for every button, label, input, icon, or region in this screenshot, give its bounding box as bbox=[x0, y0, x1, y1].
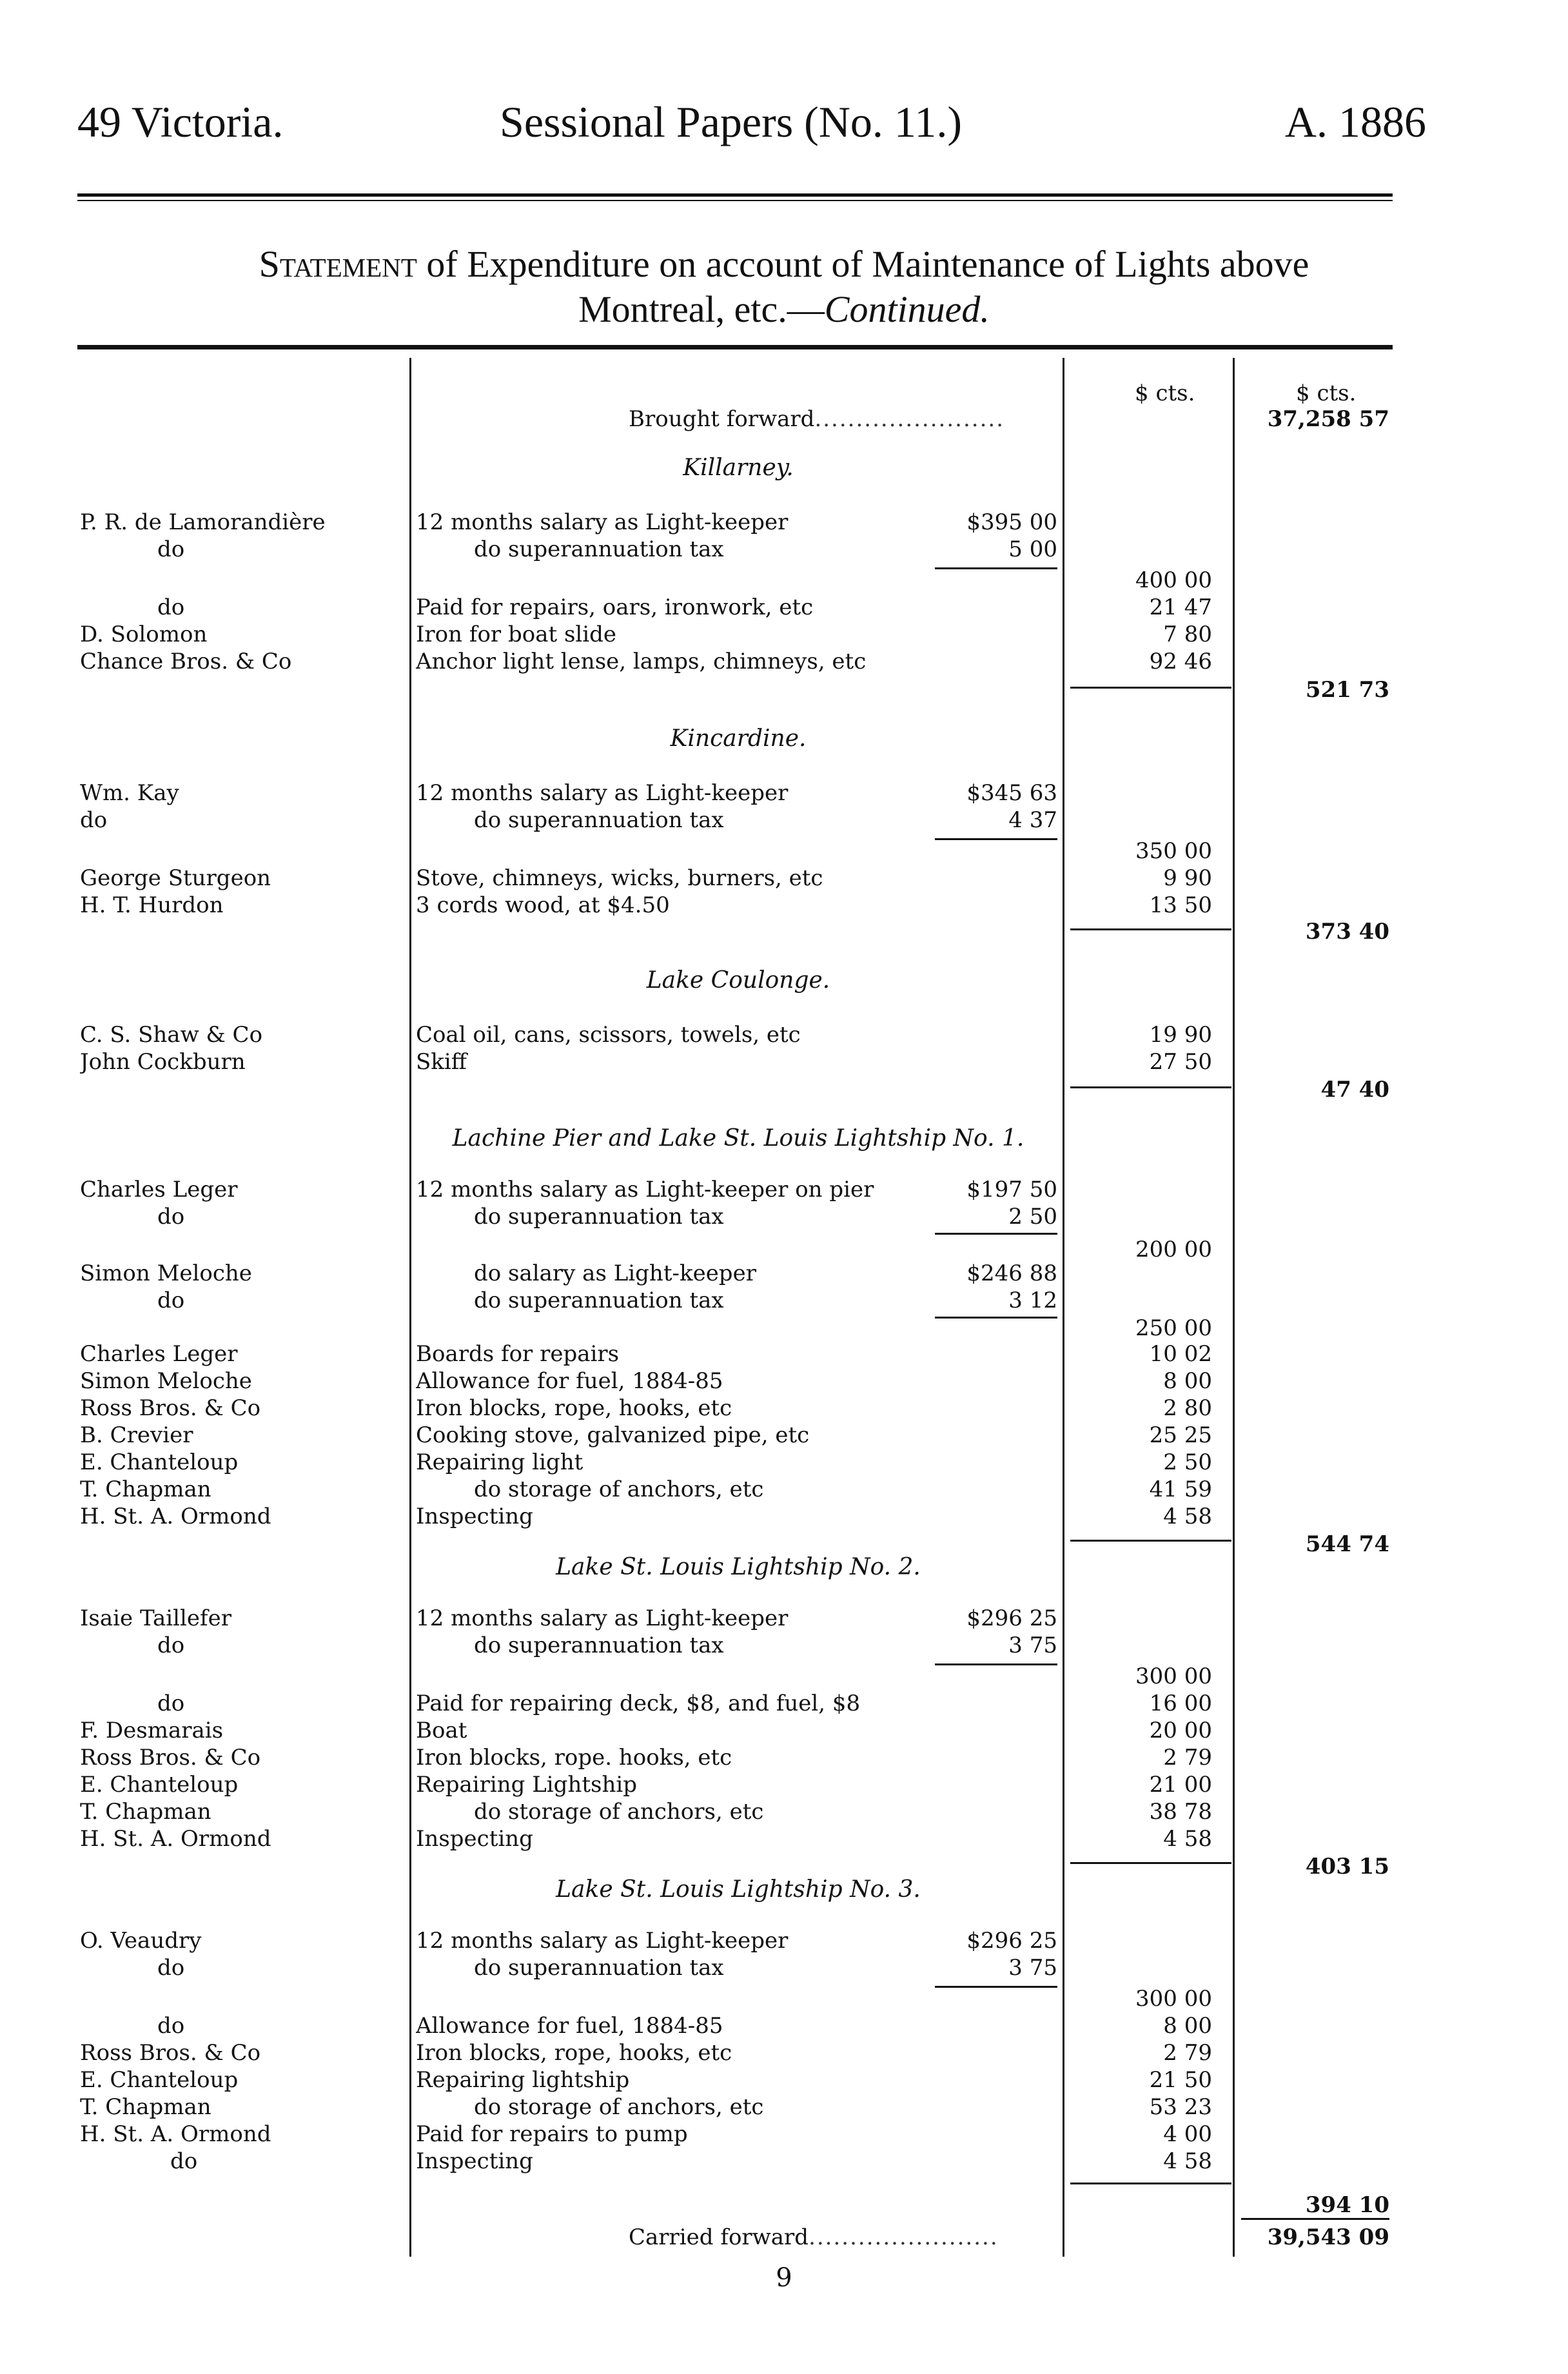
expense-desc: Cooking stove, galvanized pipe, etc bbox=[416, 1422, 810, 1448]
title-rule bbox=[77, 345, 1393, 349]
expense-desc: do superannuation tax bbox=[474, 1204, 724, 1230]
section-title: Killarney. bbox=[683, 455, 794, 481]
total-rule bbox=[1241, 2218, 1389, 2220]
expense-desc: do superannuation tax bbox=[474, 536, 724, 562]
expense-amount: 25 25 bbox=[1149, 1422, 1212, 1448]
title-smallcaps: Statement bbox=[259, 243, 417, 285]
expense-desc: Iron blocks, rope, hooks, etc bbox=[416, 1395, 732, 1421]
subtotal-rule bbox=[1070, 687, 1231, 689]
expense-desc: Stove, chimneys, wicks, burners, etc bbox=[416, 865, 823, 891]
payee-name: George Sturgeon bbox=[80, 865, 271, 891]
table-divider-col1 bbox=[1233, 358, 1235, 2257]
expense-amount: 2 79 bbox=[1163, 2040, 1212, 2066]
expense-amount: 4 00 bbox=[1163, 2121, 1212, 2147]
expense-amount: $345 63 bbox=[966, 780, 1057, 806]
section-total: 47 40 bbox=[1320, 1077, 1389, 1103]
expense-desc: Boards for repairs bbox=[416, 1341, 620, 1367]
subtotal-amount: 400 00 bbox=[1135, 567, 1212, 593]
subtotal-rule bbox=[935, 1317, 1057, 1319]
carried-forward: Carried forward....................... bbox=[629, 2224, 999, 2250]
expense-amount: 21 50 bbox=[1149, 2067, 1212, 2093]
payee-name: do bbox=[157, 1955, 185, 1981]
subtotal-rule bbox=[935, 1663, 1057, 1665]
section-total: 403 15 bbox=[1305, 1854, 1389, 1879]
expense-amount: 5 00 bbox=[1008, 536, 1057, 562]
carried-forward-total: 39,543 09 bbox=[1267, 2224, 1389, 2250]
subtotal-rule bbox=[1070, 2183, 1231, 2184]
section-title: Kincardine. bbox=[670, 725, 807, 752]
expense-amount: 9 90 bbox=[1163, 865, 1212, 891]
payee-name: do bbox=[80, 807, 108, 833]
payee-name: Simon Meloche bbox=[80, 1261, 252, 1286]
expense-amount: 4 37 bbox=[1008, 807, 1057, 833]
expense-amount: 8 00 bbox=[1163, 1368, 1212, 1394]
expense-amount: 8 00 bbox=[1163, 2013, 1212, 2039]
title-line1: of Expenditure on account of Maintenance of Lights above bbox=[416, 243, 1309, 285]
payee-name: John Cockburn bbox=[80, 1049, 246, 1075]
expense-amount: 21 47 bbox=[1149, 594, 1212, 620]
expense-amount: 20 00 bbox=[1149, 1718, 1212, 1743]
subtotal-rule bbox=[935, 1233, 1057, 1235]
expense-amount: 92 46 bbox=[1149, 649, 1212, 674]
payee-name: H. St. A. Ormond bbox=[80, 1826, 271, 1852]
statement-title-line2 bbox=[0, 287, 1568, 332]
payee-name: do bbox=[157, 1691, 185, 1716]
subtotal-rule bbox=[935, 838, 1057, 840]
payee-name: Charles Leger bbox=[80, 1177, 238, 1202]
payee-name: E. Chanteloup bbox=[80, 1772, 239, 1798]
expense-desc: do storage of anchors, etc bbox=[474, 1799, 764, 1825]
payee-name: F. Desmarais bbox=[80, 1718, 224, 1743]
payee-name: do bbox=[170, 2148, 198, 2174]
expense-desc: Iron for boat slide bbox=[416, 622, 617, 647]
section-title: Lachine Pier and Lake St. Louis Lightship No. 1. bbox=[452, 1125, 1024, 1152]
expense-desc: Inspecting bbox=[416, 1826, 533, 1852]
expense-amount: 27 50 bbox=[1149, 1049, 1212, 1075]
header-rule-thin bbox=[77, 200, 1393, 201]
expense-desc: Iron blocks, rope. hooks, etc bbox=[416, 1745, 732, 1771]
expense-amount: 19 90 bbox=[1149, 1022, 1212, 1048]
expense-desc: 12 months salary as Light-keeper on pier bbox=[416, 1177, 874, 1202]
expense-desc: do superannuation tax bbox=[474, 1633, 724, 1658]
payee-name: do bbox=[157, 536, 185, 562]
payee-name: Chance Bros. & Co bbox=[80, 649, 292, 674]
subtotal-rule bbox=[935, 1986, 1057, 1988]
expense-desc: Repairing lightship bbox=[416, 2067, 630, 2093]
header-session: 49 Victoria. bbox=[77, 97, 284, 146]
expense-amount: 3 12 bbox=[1008, 1288, 1057, 1313]
brought-forward: Brought forward....................... bbox=[629, 406, 1005, 432]
subtotal-amount: 300 00 bbox=[1135, 1663, 1212, 1689]
expense-amount: 2 80 bbox=[1163, 1395, 1212, 1421]
expense-amount: $197 50 bbox=[966, 1177, 1057, 1202]
payee-name: do bbox=[157, 1204, 185, 1230]
expense-amount: 4 58 bbox=[1163, 1504, 1212, 1529]
expense-amount: 7 80 bbox=[1163, 622, 1212, 647]
payee-name: T. Chapman bbox=[80, 2094, 211, 2120]
expense-amount: 16 00 bbox=[1149, 1691, 1212, 1716]
expense-desc: do superannuation tax bbox=[474, 807, 724, 833]
expense-desc: 12 months salary as Light-keeper bbox=[416, 1605, 789, 1631]
subtotal-amount: 300 00 bbox=[1135, 1986, 1212, 2012]
payee-name: H. St. A. Ormond bbox=[80, 2121, 271, 2147]
expense-desc: Allowance for fuel, 1884-85 bbox=[416, 2013, 723, 2039]
expense-amount: 2 50 bbox=[1008, 1204, 1057, 1230]
header-title: Sessional Papers (No. 11.) bbox=[500, 97, 963, 146]
statement-title bbox=[0, 242, 1568, 287]
expense-amount: 4 58 bbox=[1163, 1826, 1212, 1852]
expense-amount: 38 78 bbox=[1149, 1799, 1212, 1825]
payee-name: Isaie Taillefer bbox=[80, 1605, 231, 1631]
col2-heading: $ cts. bbox=[1296, 380, 1357, 406]
subtotal-amount: 250 00 bbox=[1135, 1315, 1212, 1341]
expense-amount: 3 75 bbox=[1008, 1955, 1057, 1981]
payee-name: Simon Meloche bbox=[80, 1368, 252, 1394]
expense-desc: Allowance for fuel, 1884-85 bbox=[416, 1368, 723, 1394]
expense-amount: $296 25 bbox=[966, 1928, 1057, 1954]
header-year: A. 1886 bbox=[1284, 97, 1426, 146]
expense-desc: do superannuation tax bbox=[474, 1288, 724, 1313]
expense-desc: do storage of anchors, etc bbox=[474, 1476, 764, 1502]
payee-name: do bbox=[157, 1633, 185, 1658]
payee-name: Wm. Kay bbox=[80, 780, 179, 806]
title-line2: Montreal, etc.— bbox=[578, 288, 825, 330]
section-title: Lake St. Louis Lightship No. 2. bbox=[556, 1554, 921, 1580]
expense-amount: $395 00 bbox=[966, 509, 1057, 535]
payee-name: C. S. Shaw & Co bbox=[80, 1022, 263, 1048]
payee-name: do bbox=[157, 2013, 185, 2039]
payee-name: Ross Bros. & Co bbox=[80, 1395, 261, 1421]
expense-amount: 41 59 bbox=[1149, 1476, 1212, 1502]
expense-desc: Inspecting bbox=[416, 2148, 533, 2174]
col1-heading: $ cts. bbox=[1135, 380, 1195, 406]
expense-desc: Paid for repairs to pump bbox=[416, 2121, 688, 2147]
subtotal-amount: 350 00 bbox=[1135, 838, 1212, 864]
payee-name: Charles Leger bbox=[80, 1341, 238, 1367]
payee-name: O. Veaudry bbox=[80, 1928, 202, 1954]
expense-desc: Skiff bbox=[416, 1049, 467, 1075]
section-title: Lake Coulonge. bbox=[646, 967, 830, 994]
payee-name: E. Chanteloup bbox=[80, 2067, 239, 2093]
subtotal-rule bbox=[1070, 1540, 1231, 1542]
expense-desc: do storage of anchors, etc bbox=[474, 2094, 764, 2120]
section-title: Lake St. Louis Lightship No. 3. bbox=[556, 1876, 921, 1903]
expense-desc: Repairing Lightship bbox=[416, 1772, 637, 1798]
expense-desc: do salary as Light-keeper bbox=[474, 1261, 756, 1286]
expense-amount: 10 02 bbox=[1149, 1341, 1212, 1367]
expense-desc: Paid for repairs, oars, ironwork, etc bbox=[416, 594, 814, 620]
payee-name: T. Chapman bbox=[80, 1476, 211, 1502]
section-total: 394 10 bbox=[1305, 2192, 1389, 2218]
payee-name: H. St. A. Ormond bbox=[80, 1504, 271, 1529]
subtotal-rule bbox=[1070, 928, 1231, 930]
expense-amount: 3 75 bbox=[1008, 1633, 1057, 1658]
payee-name: T. Chapman bbox=[80, 1799, 211, 1825]
section-total: 521 73 bbox=[1305, 677, 1389, 703]
expense-desc: Coal oil, cans, scissors, towels, etc bbox=[416, 1022, 801, 1048]
expense-desc: 3 cords wood, at $4.50 bbox=[416, 892, 670, 918]
expense-desc: Inspecting bbox=[416, 1504, 533, 1529]
expense-amount: $246 88 bbox=[966, 1261, 1057, 1286]
brought-forward-total: 37,258 57 bbox=[1267, 406, 1389, 432]
expense-desc: Paid for repairing deck, $8, and fuel, $8 bbox=[416, 1691, 861, 1716]
expense-desc: Anchor light lense, lamps, chimneys, etc bbox=[416, 649, 867, 674]
header-rule bbox=[77, 193, 1393, 197]
payee-name: E. Chanteloup bbox=[80, 1449, 239, 1475]
payee-name: Ross Bros. & Co bbox=[80, 2040, 261, 2066]
expense-amount: 2 79 bbox=[1163, 1745, 1212, 1771]
expense-amount: 2 50 bbox=[1163, 1449, 1212, 1475]
payee-name: H. T. Hurdon bbox=[80, 892, 224, 918]
payee-name: D. Solomon bbox=[80, 622, 208, 647]
subtotal-rule bbox=[1070, 1862, 1231, 1864]
expense-desc: Iron blocks, rope, hooks, etc bbox=[416, 2040, 732, 2066]
payee-name: Ross Bros. & Co bbox=[80, 1745, 261, 1771]
expense-desc: Repairing light bbox=[416, 1449, 583, 1475]
expense-amount: 13 50 bbox=[1149, 892, 1212, 918]
subtotal-rule bbox=[935, 567, 1057, 569]
title-continued: Continued. bbox=[824, 288, 990, 330]
payee-name: do bbox=[157, 594, 185, 620]
expense-amount: 53 23 bbox=[1149, 2094, 1212, 2120]
expense-amount: 21 00 bbox=[1149, 1772, 1212, 1798]
expense-desc: 12 months salary as Light-keeper bbox=[416, 780, 789, 806]
section-total: 544 74 bbox=[1305, 1531, 1389, 1557]
payee-name: B. Crevier bbox=[80, 1422, 193, 1448]
page-number: 9 bbox=[776, 2263, 792, 2293]
payee-name: do bbox=[157, 1288, 185, 1313]
subtotal-amount: 200 00 bbox=[1135, 1237, 1212, 1262]
expense-desc: Boat bbox=[416, 1718, 467, 1743]
expense-desc: 12 months salary as Light-keeper bbox=[416, 1928, 789, 1954]
payee-name: P. R. de Lamorandière bbox=[80, 509, 326, 535]
expense-desc: 12 months salary as Light-keeper bbox=[416, 509, 789, 535]
subtotal-rule bbox=[1070, 1086, 1231, 1088]
section-total: 373 40 bbox=[1305, 919, 1389, 945]
expense-amount: 4 58 bbox=[1163, 2148, 1212, 2174]
expense-amount: $296 25 bbox=[966, 1605, 1057, 1631]
expense-desc: do superannuation tax bbox=[474, 1955, 724, 1981]
